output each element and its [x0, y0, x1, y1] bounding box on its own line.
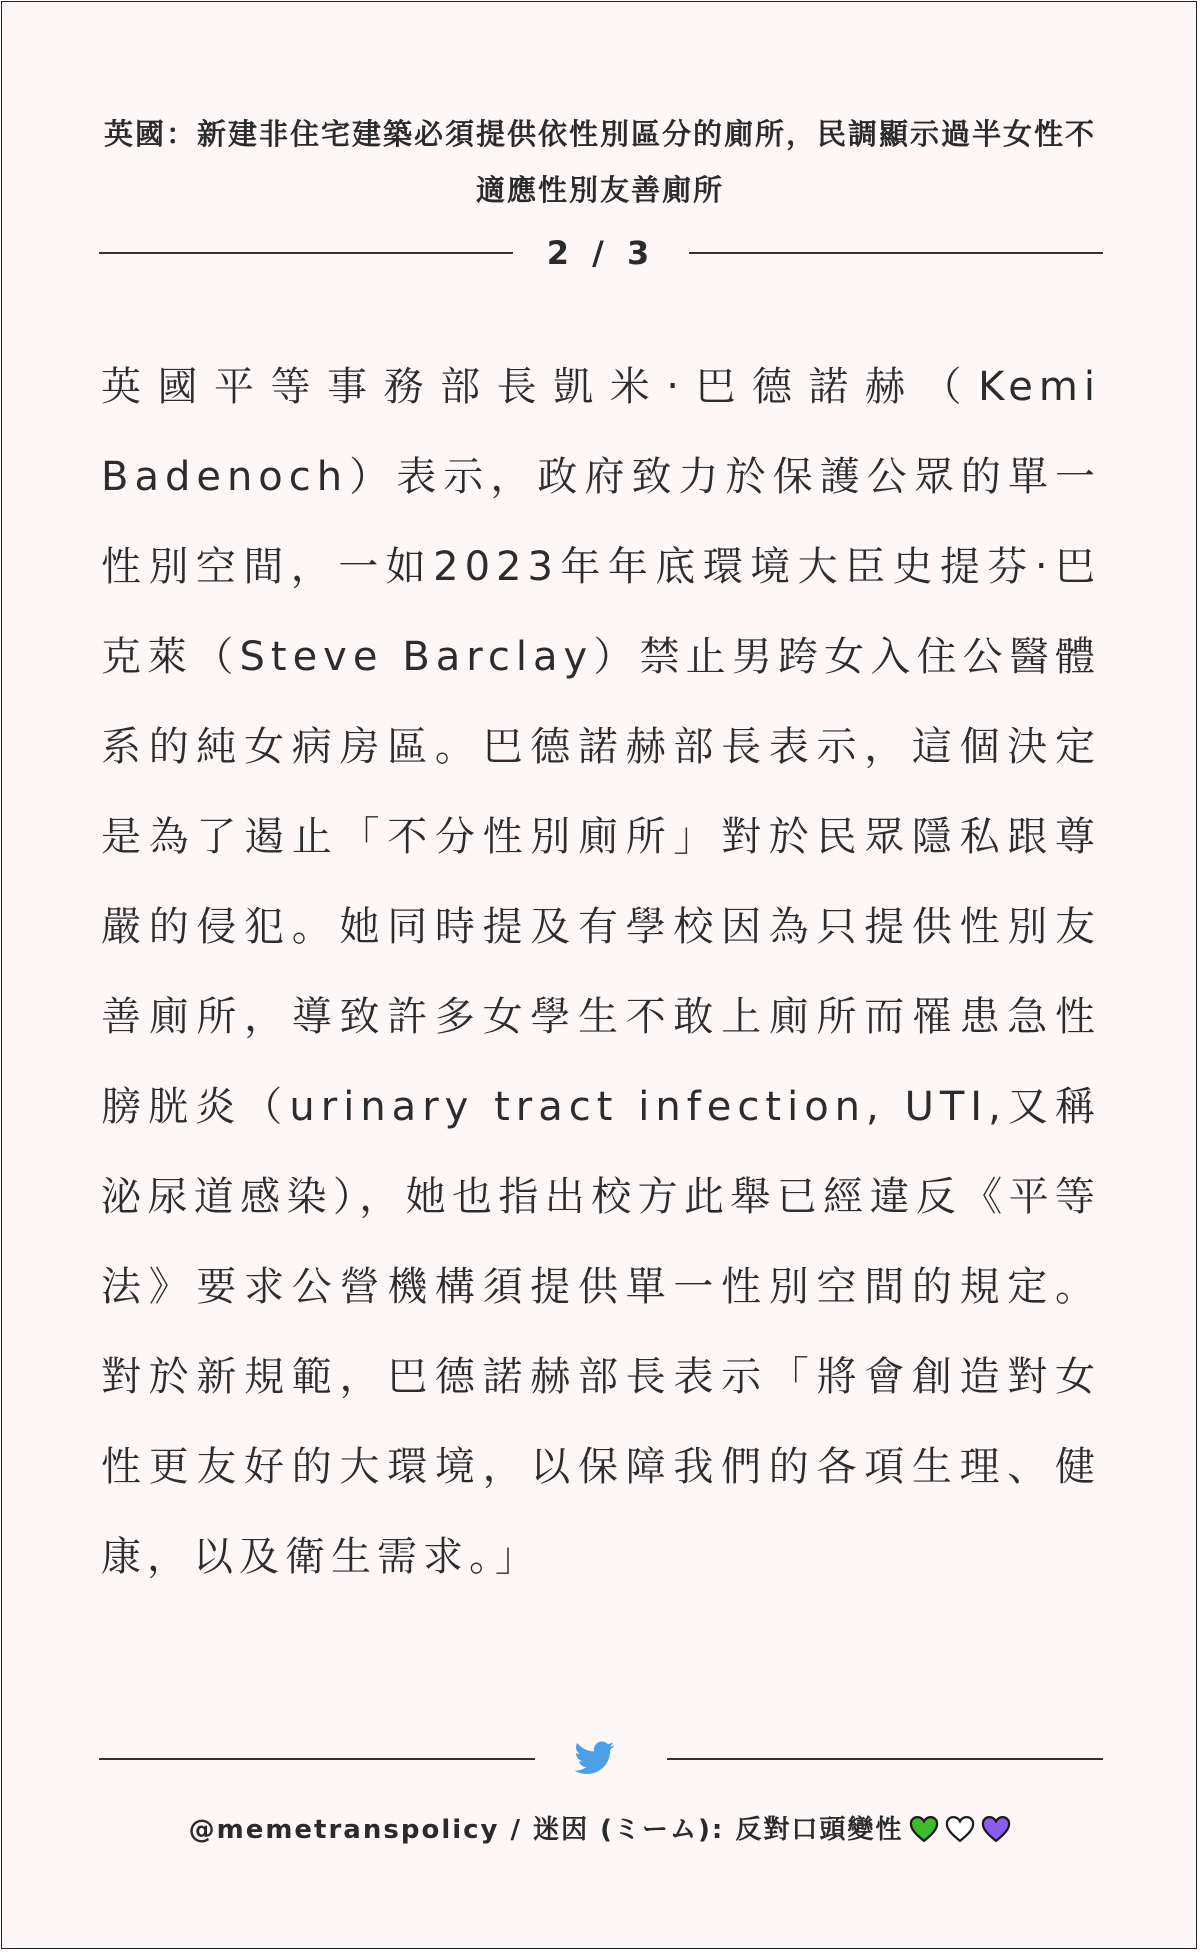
page-indicator: 2 / 3	[546, 234, 656, 272]
white-heart-icon	[945, 1815, 975, 1843]
footer-divider-left	[99, 1758, 535, 1760]
article-body: 英國平等事務部長凱米‧巴德諾赫（Kemi Badenoch）表示，政府致力於保護公眾的單一性別空間，一如2023年年底環境大臣史提芬‧巴克萊（Steve Barclay）禁止男跨女入住公醫體系的純女病房區。巴德諾赫部長表示，這個決定是為了遏止「不分性別廁所」對於民眾隱私跟尊嚴的侵犯。她同時提及有學校因為只提供性別友善廁所，導致許多女學生不敢上廁所而罹患急性膀胱炎（urinary tract infection, UTI,又稱泌尿道感染），她也指出校方此舉已經違反《平等法》要求公營機構須提供單一性別空間的規定。對於新規範，巴德諾赫部長表示「將會創造對女性更友好的大環境，以保障我們的各項生理、健康，以及衛生需求。」	[101, 364, 1101, 1580]
account-handle: @memetranspolicy / 迷因 (ミーム): 反對口頭變性	[188, 1815, 904, 1845]
twitter-bird-icon	[575, 1740, 615, 1776]
green-heart-icon	[909, 1815, 939, 1843]
pager	[99, 228, 1103, 278]
footer-divider	[99, 1738, 1103, 1786]
footer-credit	[98, 1808, 1102, 1852]
page-title: 英國：新建非住宅建築必須提供依性別區分的廁所，民調顯示過半女性不適應性別友善廁所	[103, 117, 1096, 207]
pager-divider-right	[689, 252, 1103, 254]
purple-heart-icon	[981, 1815, 1011, 1843]
post-card	[1, 1, 1197, 1949]
footer-divider-right	[667, 1758, 1103, 1760]
